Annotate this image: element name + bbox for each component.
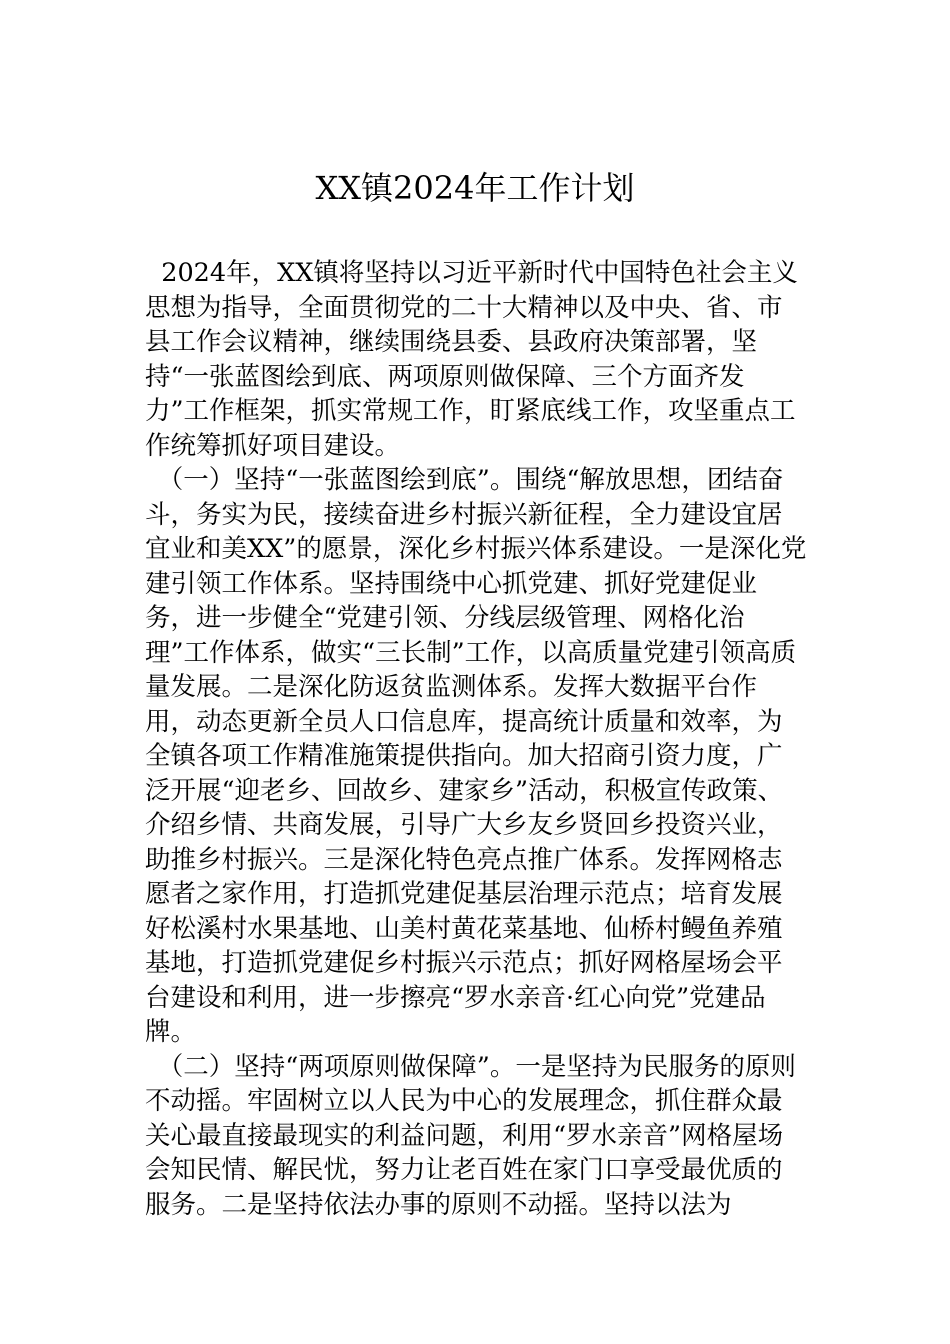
document-title: XX镇2024年工作计划 [315, 169, 635, 207]
paragraph-section-1: （一）坚持“一张蓝图绘到底”。围绕“解放思想，团结奋斗，务实为民，接续奋进乡村振兴新征程，全力建设宜居宜业和美XX”的愿景，深化乡村振兴体系建设。一是深化党建引领工作体系。坚持围绕中心抓党建、抓好党建促业务，进一步健全“党建引领、分线层级管理、网格化治理”工作体系，做实“三长制”工作，以高质量党建引领高质量发展。二是深化防返贫监测体系。发挥大数据平台作用，动态更新全员人口信息库，提高统计质量和效率，为全镇各项工作精准施策提供指向。加大招商引资力度，广泛开展“迎老乡、回故乡、建家乡”活动，积极宣传政策、介绍乡情、共商发展，引导广大乡友乡贤回乡投资兴业，助推乡村振兴。三是深化特色亮点推广体系。发挥网格志愿者之家作用，打造抓党建促基层治理示范点；培育发展好松溪村水果基地、山美村黄花菜基地、仙桥村鳗鱼养殖基地，打造抓党建促乡村振兴示范点；抓好网格屋场会平台建设和利用，进一步擦亮“罗水亲音·红心向党”党建品牌。 [145, 465, 807, 1047]
document-body [145, 256, 807, 1222]
paragraph-intro: 2024年，XX镇将坚持以习近平新时代中国特色社会主义思想为指导，全面贯彻党的二十大精神以及中央、省、市县工作会议精神，继续围绕县委、县政府决策部署，坚持“一张蓝图绘到底、两项原则做保障、三个方面齐发力”工作框架，抓实常规工作，盯紧底线工作，攻坚重点工作统筹抓好项目建设。 [145, 258, 798, 461]
paragraph-section-2: （二）坚持“两项原则做保障”。一是坚持为民服务的原则不动摇。牢固树立以人民为中心的发展理念，抓住群众最关心最直接最现实的利益问题，利用“罗水亲音”网格屋场会知民情、解民忧，努力让老百姓在家门口享受最优质的服务。二是坚持依法办事的原则不动摇。坚持以法为 [145, 1051, 796, 1220]
